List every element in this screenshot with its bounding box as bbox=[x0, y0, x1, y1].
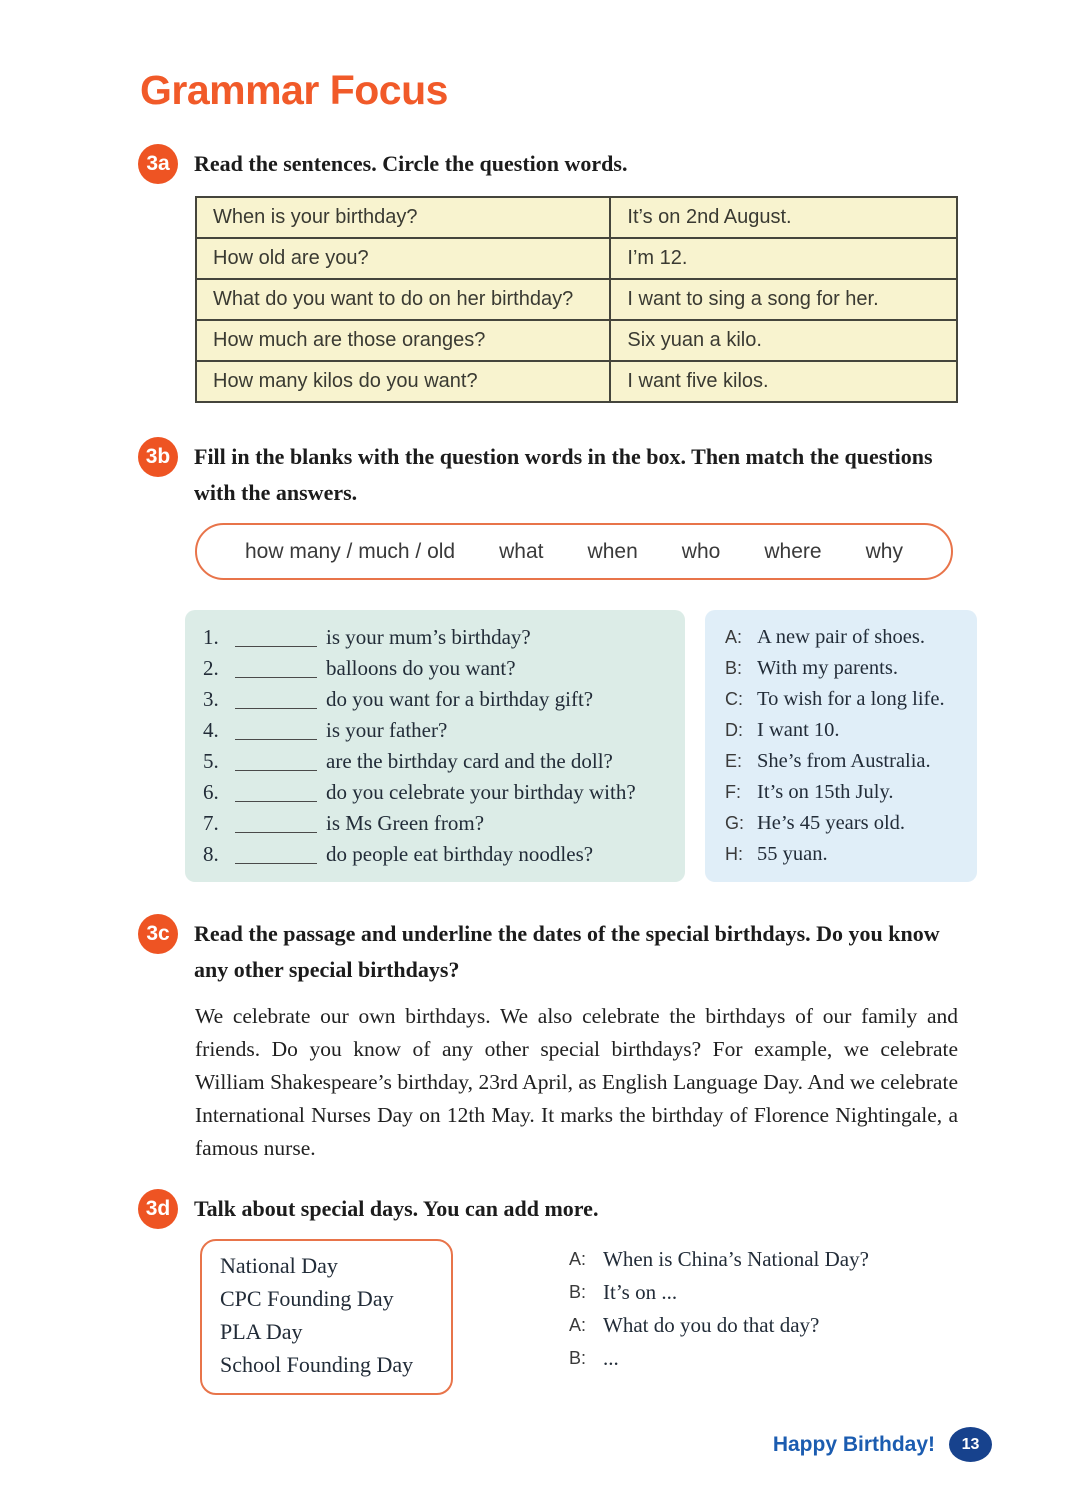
question-item bbox=[203, 777, 679, 808]
answer-letter: G: bbox=[725, 813, 745, 833]
section-3d-heading: Talk about special days. You can add more. bbox=[194, 1196, 599, 1221]
table-row bbox=[197, 237, 956, 278]
table-row bbox=[197, 360, 956, 401]
unit-title: Happy Birthday! bbox=[772, 1432, 935, 1456]
answer-item bbox=[725, 746, 969, 777]
answer-item bbox=[725, 715, 969, 746]
question-number: 1. bbox=[203, 625, 219, 649]
answer-text: With my parents. bbox=[757, 657, 898, 679]
section-3d-header bbox=[138, 1191, 970, 1229]
answer-letter: A: bbox=[725, 627, 743, 647]
question-words-box bbox=[195, 523, 953, 580]
answer-text: A new pair of shoes. bbox=[757, 626, 925, 648]
dialogue-line bbox=[569, 1342, 869, 1375]
table-row bbox=[197, 278, 956, 319]
table-row bbox=[197, 319, 956, 360]
talk-exercise bbox=[200, 1239, 1066, 1395]
match-exercise bbox=[185, 610, 1066, 882]
word-box-item: why bbox=[865, 539, 903, 563]
answer-letter: F: bbox=[725, 782, 741, 802]
answer-cell: I want to sing a song for her. bbox=[627, 288, 879, 310]
table-row bbox=[197, 198, 956, 237]
dialogue-text: What do you do that day? bbox=[603, 1313, 820, 1337]
question-number: 2. bbox=[203, 656, 219, 680]
day-item: National Day bbox=[220, 1253, 338, 1278]
question-cell: How old are you? bbox=[197, 239, 611, 278]
question-cell: How much are those oranges? bbox=[197, 321, 611, 360]
answer-text: I want 10. bbox=[757, 719, 840, 741]
question-item bbox=[203, 684, 679, 715]
answer-letter: E: bbox=[725, 751, 743, 771]
dialogue-text: When is China’s National Day? bbox=[603, 1247, 869, 1271]
question-number: 7. bbox=[203, 811, 219, 835]
reading-passage: We celebrate our own birthdays. We also celebrate the birthdays of our family and friends. Do you know of any other special birthdays? For example, we celebrate William Shakespeare’s birthday, 23rd April, as English Language Day. And we celebrate International Nurses Day on 12th May. It marks the birthday of Florence Nightingale, a famous nurse. bbox=[195, 1004, 958, 1160]
section-3b-header bbox=[138, 439, 970, 511]
fill-blank bbox=[235, 845, 317, 864]
section-3c bbox=[0, 916, 1066, 1165]
answers-box bbox=[705, 610, 977, 882]
day-item: PLA Day bbox=[220, 1319, 303, 1344]
word-box-item: how many / much / old bbox=[245, 539, 456, 563]
dialogue-line bbox=[569, 1276, 869, 1309]
fill-blank bbox=[235, 752, 317, 771]
answer-cell: I want five kilos. bbox=[627, 370, 769, 392]
answer-item bbox=[725, 622, 969, 653]
question-number: 3. bbox=[203, 687, 219, 711]
word-box-item: where bbox=[764, 539, 822, 563]
fill-blank bbox=[235, 783, 317, 802]
question-text: is Ms Green from? bbox=[326, 811, 485, 835]
section-3a-badge: 3a bbox=[138, 144, 178, 184]
answer-cell: Six yuan a kilo. bbox=[627, 329, 762, 351]
answer-item bbox=[725, 777, 969, 808]
day-item: School Founding Day bbox=[220, 1352, 414, 1377]
question-cell: When is your birthday? bbox=[197, 198, 611, 237]
fill-blank bbox=[235, 721, 317, 740]
question-number: 4. bbox=[203, 718, 219, 742]
fill-blank bbox=[235, 690, 317, 709]
day-item: CPC Founding Day bbox=[220, 1286, 394, 1311]
question-item bbox=[203, 653, 679, 684]
answer-text: 55 yuan. bbox=[757, 843, 828, 865]
page-number-badge: 13 bbox=[949, 1427, 992, 1462]
question-number: 6. bbox=[203, 780, 219, 804]
answer-letter: H: bbox=[725, 844, 743, 864]
answer-letter: B: bbox=[725, 658, 743, 678]
section-3c-header bbox=[138, 916, 970, 988]
answer-item bbox=[725, 653, 969, 684]
question-text: do people eat birthday noodles? bbox=[326, 842, 594, 866]
section-3a-header bbox=[138, 146, 970, 184]
fill-blank bbox=[235, 628, 317, 647]
question-item bbox=[203, 715, 679, 746]
speaker-label: A: bbox=[569, 1249, 587, 1269]
section-3a bbox=[0, 146, 1066, 403]
section-3c-heading: Read the passage and underline the dates of the special birthdays. Do you know any other special birthdays? bbox=[194, 921, 940, 982]
question-text: is your mum’s birthday? bbox=[326, 625, 531, 649]
answer-text: To wish for a long life. bbox=[757, 688, 945, 710]
question-item bbox=[203, 746, 679, 777]
section-3b-heading: Fill in the blanks with the question words in the box. Then match the questions with the answers. bbox=[194, 444, 933, 505]
question-number: 5. bbox=[203, 749, 219, 773]
answer-text: She’s from Australia. bbox=[757, 750, 931, 772]
question-item bbox=[203, 622, 679, 653]
dialogue-text: ... bbox=[603, 1346, 619, 1370]
fill-blank bbox=[235, 814, 317, 833]
speaker-label: A: bbox=[569, 1315, 587, 1335]
page-footer bbox=[773, 1427, 992, 1462]
question-number: 8. bbox=[203, 842, 219, 866]
answer-text: It’s on 15th July. bbox=[757, 781, 894, 803]
speaker-label: B: bbox=[569, 1282, 587, 1302]
answer-letter: D: bbox=[725, 720, 743, 740]
word-box-item: when bbox=[587, 539, 638, 563]
dialogue-text: It’s on ... bbox=[603, 1280, 678, 1304]
dialogue-line bbox=[569, 1309, 869, 1342]
speaker-label: B: bbox=[569, 1348, 587, 1368]
question-item bbox=[203, 839, 679, 870]
answer-item bbox=[725, 684, 969, 715]
question-text: do you want for a birthday gift? bbox=[326, 687, 594, 711]
special-days-box bbox=[200, 1239, 453, 1395]
dialogue-line bbox=[569, 1243, 869, 1276]
question-cell: What do you want to do on her birthday? bbox=[197, 280, 611, 319]
section-3c-badge: 3c bbox=[138, 914, 178, 954]
section-3d-badge: 3d bbox=[138, 1189, 178, 1229]
answer-cell: It’s on 2nd August. bbox=[627, 206, 792, 228]
question-text: is your father? bbox=[326, 718, 448, 742]
dialogue bbox=[569, 1243, 869, 1375]
question-text: do you celebrate your birthday with? bbox=[326, 780, 636, 804]
question-text: balloons do you want? bbox=[326, 656, 516, 680]
page-title: Grammar Focus bbox=[140, 67, 448, 113]
questions-box bbox=[185, 610, 685, 882]
sentences-table bbox=[195, 196, 958, 403]
question-cell: How many kilos do you want? bbox=[197, 362, 611, 401]
answer-cell: I’m 12. bbox=[627, 247, 688, 269]
answer-item bbox=[725, 839, 969, 870]
fill-blank bbox=[235, 659, 317, 678]
question-text: are the birthday card and the doll? bbox=[326, 749, 613, 773]
answer-item bbox=[725, 808, 969, 839]
section-3a-heading: Read the sentences. Circle the question words. bbox=[194, 151, 628, 176]
section-3b-badge: 3b bbox=[138, 437, 178, 477]
word-box-item: who bbox=[681, 539, 721, 563]
section-3b bbox=[0, 439, 1066, 882]
question-item bbox=[203, 808, 679, 839]
answer-letter: C: bbox=[725, 689, 743, 709]
section-3d bbox=[0, 1191, 1066, 1395]
answer-text: He’s 45 years old. bbox=[757, 812, 906, 834]
word-box-item: what bbox=[499, 539, 544, 563]
